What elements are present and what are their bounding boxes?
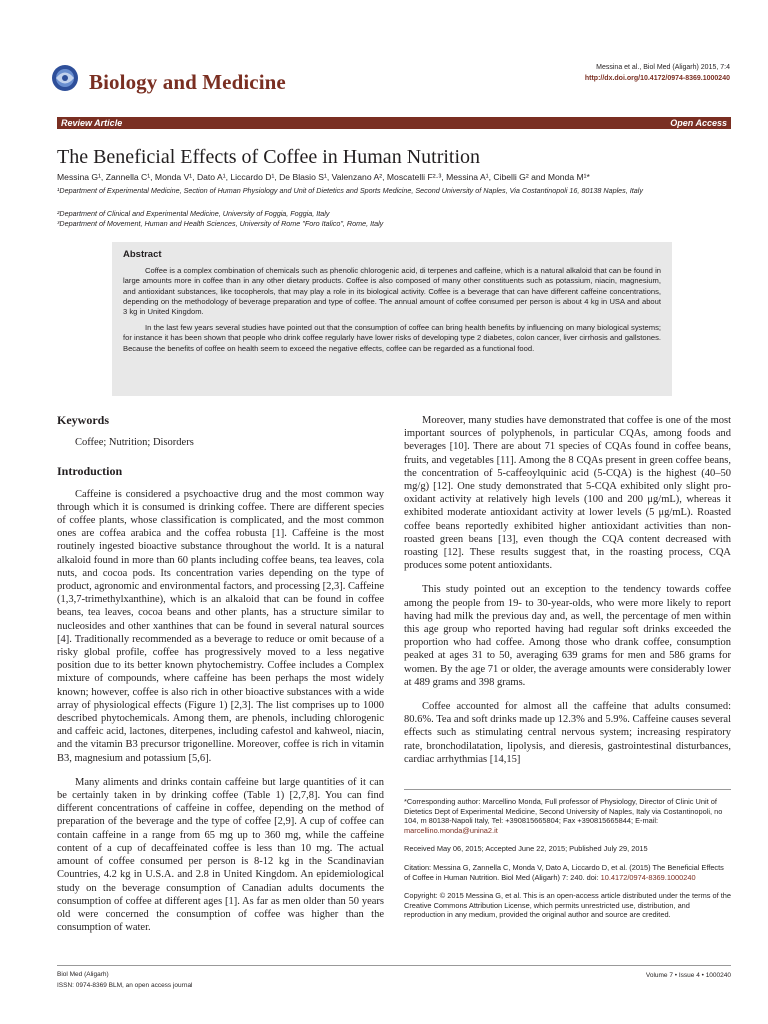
left-column: [57, 414, 384, 945]
footnote-divider: [404, 789, 731, 790]
citation-note: [404, 863, 731, 882]
article-dates: Received May 06, 2015; Accepted June 22, 2015; Published July 29, 2015: [404, 844, 648, 854]
footer-divider: [57, 965, 731, 966]
footer-volume: Volume 7 • Issue 4 • 1000240: [645, 972, 731, 979]
open-access-label: Open Access: [670, 118, 727, 128]
corresponding-author-text: *Corresponding author: Marcellino Monda, Full professor of Physiology, Director of Clinic Unit of Dietetics Dept of Experimental Medicine, Second University of Naples, Italy via Costantinopoli, no 104, m 80138-Napoli Italy, Tel: +390815665804; Fax +390815665844; E-mail:: [404, 797, 723, 826]
journal-name: Biology and Medicine: [89, 70, 286, 94]
footer-journal-info: [57, 969, 193, 991]
right-column: [404, 414, 731, 777]
corresponding-author: [404, 797, 731, 835]
abstract-box: [112, 242, 672, 396]
author-email-link[interactable]: marcellino.monda@unina2.it: [404, 825, 498, 835]
body-paragraph-2: This study pointed out an exception to the tendency towards coffee among the people from 19- to 30-year-olds, who were more likely to report having had milk the previous day and, as well, the percentage of men within this age group who reported having had regular soft drinks exceeded the proportion who had coffee. Among those who drank coffee, consumption peaked at ages 31 to 50, averaging 639 grams for men and 586 grams for women. By the age 71 or older, the average amounts were considerably lower at 489 grams and 398 grams.: [404, 584, 731, 688]
copyright-note: Copyright: © 2015 Messina G, et al. This is an open-access article distributed under the terms of the Creative Commons Attribution License, which permits unrestricted use, distribution, and reproduction in any medium, provided the original author and source are credited.: [404, 891, 731, 920]
keywords-heading: Keywords: [57, 413, 109, 427]
affiliation-3: ³Department of Movement, Human and Health Sciences, University of Rome "Foro Italico", Rome, Italy: [57, 219, 384, 228]
body-paragraph-1: Moreover, many studies have demonstrated that coffee is one of the most important sources of polyphenols, in particular CQAs, among foods and beverages [10]. There are about 71 species of CQAs found in coffee beans, fruits, and vegetables [11]. Among the 8 CQAs present in green coffee beans, the concentration of 5-caffeoylquinic acid (5-CQA) is the highest (40–50 mg/g) [12]. One study demonstrated that 5-CQA exhibited only slight pro-oxidant activity at relatively high levels (100 and 200 μg/mL), whereas it exhibited moderate antioxidant activity at lower levels (5 μg/mL). Roasted coffee beans reportedly exhibited higher antioxidant activities than non-roasted green beans [13], even though the CQA content decreased with roasting [12]. These results suggest that, in the roasting process, CQA produces some potent antioxidants.: [404, 415, 731, 572]
intro-paragraph-2: Many aliments and drinks contain caffeine but large quantities of it can be certainly taken in by drinking coffee (Table 1) [2,7,8]. You can find different concentrations of caffeine in coffee, depending on the method of preparation of the beverage and the type of coffee [2,9]. A cup of coffee can contain caffeine in a range from 65 mg up to 360 mg, while the caffeine content of a cup of decaffeinated coffee is less than 10 mg. The actual amount of coffee consumed per person is 8-12 kg in the Scandinavian Countries, 4.2 kg in U.S.A. and 2.8 in United Kingdom. An epidemiological study on the beverage consumption of Canadian adults documents the consumption of coffee at different ages [1]. As far as men older than 50 years old were concerned the consumption of coffee was higher than the consumption of water.: [57, 776, 384, 934]
affiliation-1: ¹Department of Experimental Medicine, Section of Human Physiology and Unit of Dietetics and Sports Medicine, Second University of Naples, Via Costantinopoli 16, 80138 Naples, Italy: [57, 186, 643, 195]
affiliation-2: ²Department of Clinical and Experimental Medicine, University of Foggia, Foggia, Italy: [57, 209, 330, 218]
keywords: Coffee; Nutrition; Disorders: [75, 437, 194, 449]
abstract-paragraph-2: In the last few years several studies have pointed out that the consumption of coffee can bring health benefits by influencing on many biological systems; for instance it has been shown that people who drink coffee regularly have lower risks of developing type 2 diabetes, colon cancer, liver cirrhosis and gallstones. Because the benefits of coffee on health seem to exceed the negative effects, coffee can be regarded as a functional food.: [123, 323, 661, 353]
article-banner: [57, 117, 731, 129]
citation-doi-link[interactable]: 10.4172/0974-8369.1000240: [600, 872, 696, 882]
doi-link[interactable]: http://dx.doi.org/10.4172/0974-8369.1000240: [584, 75, 730, 82]
intro-paragraph-1: Caffeine is considered a psychoactive drug and the most common way through which it is consumed is drinking coffee. There are different species of coffee plants, whose classification is complicated, and the most common ones are coffea arabica and the coffea robusta [1]. Caffeine is the most routinely ingested bioactive substance throughout the world. It is a natural alkaloid found in more than 60 plants including coffee beans, tea leaves, cola nuts, and cocoa pods. Its concentration varies depending on the type of product, agronomic and environmental factors, and processing [2,3]. Caffeine (1,3,7-trimethylxanthine), which is an alkaloid that can be found in coffee beans, tea leaves, cocoa beans and other plants, has a structure similar to nucleosides and other xanthines that can be found in several natural sources [4]. Traditionally recommended as a beverage to reduce or omit because of a risky global profile, coffee has progressively moved to a less negative position due to its better known phytochemistry. Coffee includes a Complex mixture of compounds, where caffeine has been perhaps the most widely known; however, coffee is also rich in other bioactive substances with a wide array of physiological effects (Figure 1) [2,3]. The list comprises up to 1000 described phytochemicals. Among them, are phenols, including chlorogenic and caffeic acid, lactones, diterpenes, including cafestol and kahweol, niacin, and the vitamin B3 precursor trigonelline. Moreover, coffee is rich in vitamin B3, magnesium and potassium [5,6].: [57, 488, 384, 764]
paper-title: The Beneficial Effects of Coffee in Human Nutrition: [57, 146, 481, 168]
footer-journal: Biol Med (Aligarh): [57, 971, 109, 978]
abstract-heading: Abstract: [123, 249, 162, 260]
correspondence-block: [404, 797, 731, 929]
introduction-heading: Introduction: [57, 464, 123, 479]
citation-text: Messina et al., Biol Med (Aligarh) 2015, 7:4: [596, 64, 730, 71]
abstract-paragraph-1: Coffee is a complex combination of chemicals such as phenolic chlorogenic acid, di terpenes and caffeine, which is a natural alkaloid that can be found in large amounts more in coffee than in any other dietary products. Coffee is also composed of many other constituents such as potassium, niacin, magnesium, and antioxidant substances, like tocopherols, that may play a role in its biological activity. Coffee is a beverage that can have different caffeine concentrations, depending on the methodology of beverage preparation and type of coffee. The annual amount of coffee consumed per person is about 4 kg in USA and about 3 kg in United Kingdom.: [123, 266, 661, 317]
citation-note-text: Citation: Messina G, Zannella C, Monda V, Dato A, Liccardo D, et al. (2015) The Beneficial Effects of Coffee in Human Nutrition. Biol Med (Aligarh) 7: 240. doi:: [404, 862, 724, 882]
body-paragraph-3: Coffee accounted for almost all the caffeine that adults consumed: 80.6%. Tea and soft drinks made up 12.3% and 5.9%. Caffeine causes several effects such as stimulating central nervous system; increasing respiratory rate, bronchodilatation, lipolysis, and dieresis, gastrointestinal disturbances, cardiac arrhythmias [14,15]: [404, 701, 731, 765]
header-citation: [585, 62, 730, 84]
footer-issn: ISSN: 0974-8369 BLM, an open access journal: [57, 982, 193, 989]
article-type: Review Article: [61, 118, 123, 128]
journal-logo: [50, 63, 80, 93]
author-list: Messina G¹, Zannella C¹, Monda V¹, Dato A¹, Liccardo D¹, De Blasio S¹, Valenzano A², Moscatelli F²·³, Messina A¹, Cibelli G² and Monda M¹*: [57, 172, 590, 182]
